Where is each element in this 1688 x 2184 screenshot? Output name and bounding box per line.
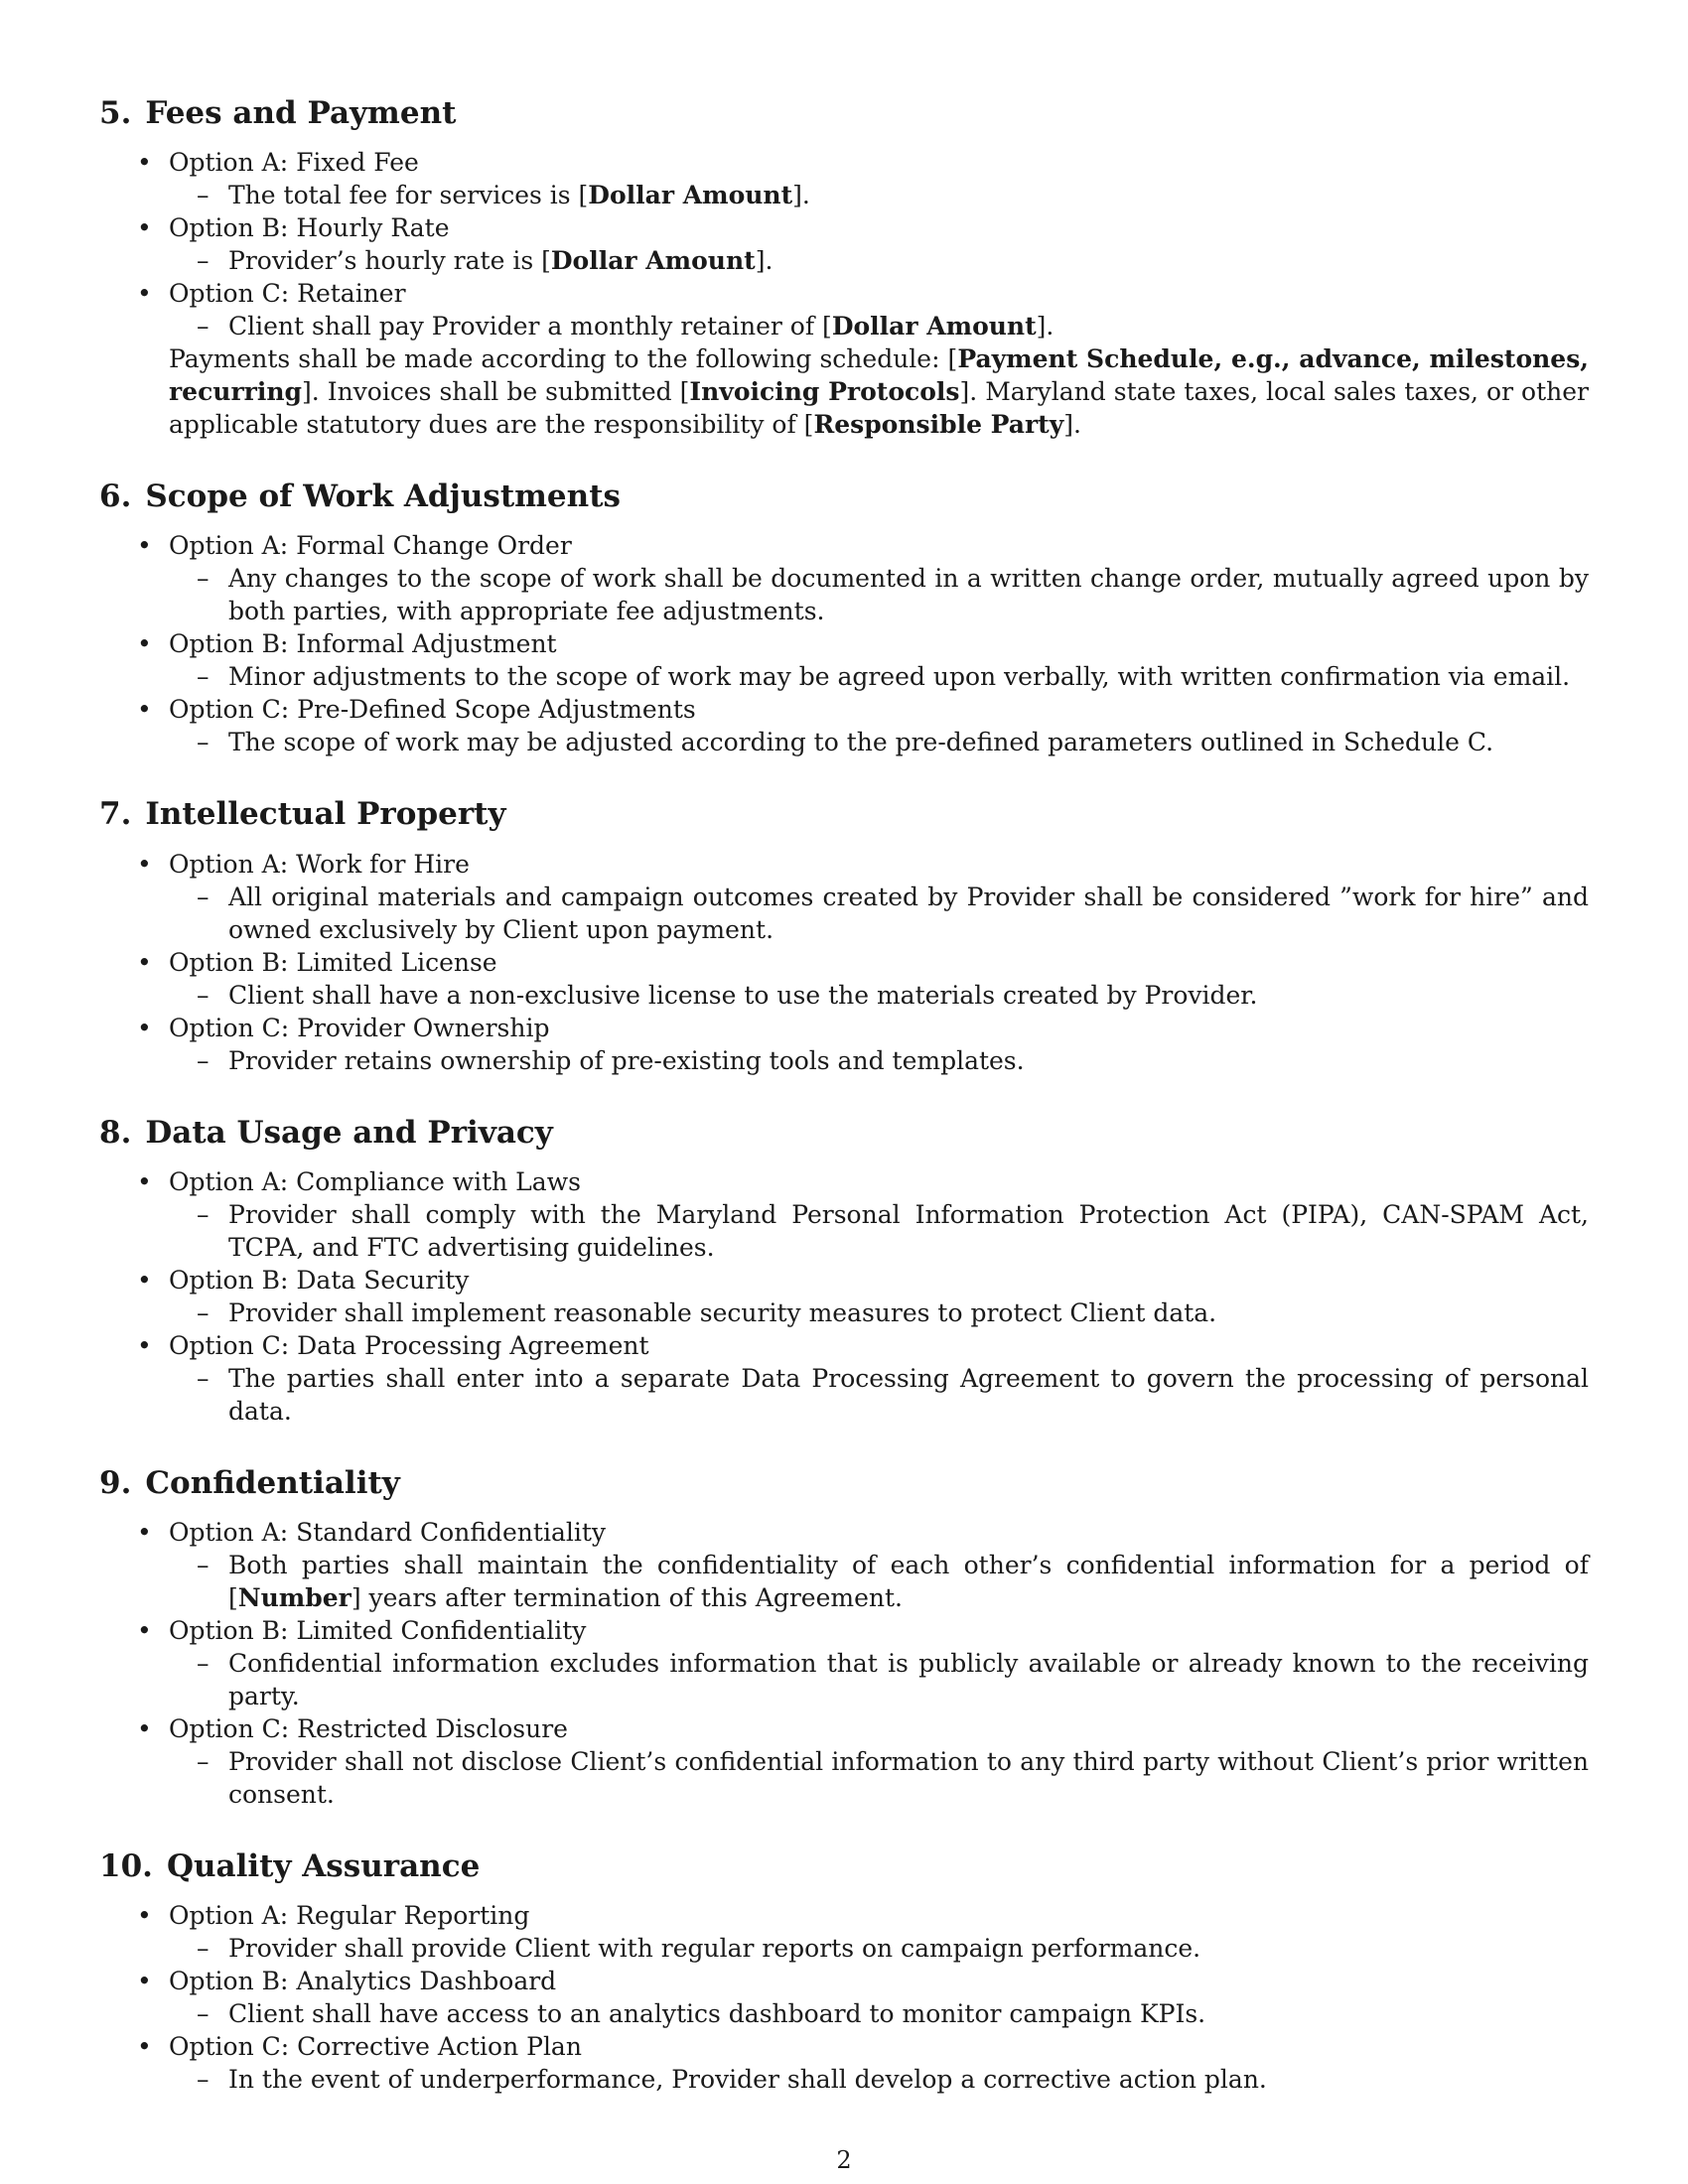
dash-icon: – <box>197 181 210 210</box>
option-item <box>99 277 1589 342</box>
option-detail <box>169 1932 1589 1965</box>
section-number: 10. <box>99 1847 153 1884</box>
option-label: Option B: Analytics Dashboard <box>169 1967 557 1996</box>
option-label: Option C: Corrective Action Plan <box>169 2032 582 2062</box>
text-run: Provider shall comply with the Maryland Personal Information Protection Act (PIPA), CAN-SPAM Act, TCPA, and FTC advertising guidelines. <box>228 1199 1589 1262</box>
option-item <box>99 211 1589 277</box>
option-detail <box>169 1044 1589 1077</box>
text-run: ]. <box>1036 312 1055 341</box>
placeholder-field: Payment Schedule, e.g., advance, milestones, recurring <box>169 344 1589 407</box>
option-detail <box>169 1549 1589 1614</box>
dash-icon: – <box>197 882 210 911</box>
section <box>99 95 1589 441</box>
option-detail <box>169 660 1589 693</box>
text-run: Both parties shall maintain the confidentiality of each other’s confidential information for a period of [ <box>228 1550 1589 1612</box>
text-run: Client shall have a non-exclusive license to use the materials created by Provider. <box>228 980 1258 1010</box>
option-item <box>99 848 1589 946</box>
dash-icon: – <box>197 1648 210 1678</box>
bullet-icon: • <box>137 947 152 977</box>
option-label: Option B: Limited Confidentiality <box>169 1615 587 1645</box>
dash-icon: – <box>197 1045 210 1075</box>
option-detail <box>169 1297 1589 1329</box>
text-run: Any changes to the scope of work shall be documented in a written change order, mutually agreed upon by both parties, with appropriate fee adjustments. <box>228 564 1589 626</box>
bullet-icon: • <box>137 1967 152 1996</box>
section-number: 5. <box>99 95 132 131</box>
section-title: Fees and Payment <box>145 95 457 131</box>
bullet-icon: • <box>137 1517 152 1547</box>
option-label: Option A: Regular Reporting <box>169 1901 530 1931</box>
bullet-icon: • <box>137 2032 152 2062</box>
section <box>99 796 1589 1076</box>
option-detail <box>169 310 1589 342</box>
section-title: Scope of Work Adjustments <box>145 478 621 515</box>
option-label: Option B: Limited License <box>169 947 497 977</box>
section-paragraph <box>99 342 1589 441</box>
option-item <box>99 1516 1589 1614</box>
option-label: Option A: Formal Change Order <box>169 531 572 561</box>
option-detail <box>169 1997 1589 2030</box>
option-item <box>99 627 1589 693</box>
option-item <box>99 1899 1589 1965</box>
placeholder-field: Dollar Amount <box>550 246 756 276</box>
option-detail <box>169 1198 1589 1264</box>
text-run: ]. Invoices shall be submitted [ <box>301 377 690 407</box>
option-item <box>99 146 1589 211</box>
option-label: Option A: Fixed Fee <box>169 148 419 178</box>
page-number: 2 <box>836 2146 852 2174</box>
section <box>99 1848 1589 2096</box>
text-run: Client shall pay Provider a monthly retainer of [ <box>228 312 832 341</box>
dash-icon: – <box>197 1934 210 1964</box>
option-item <box>99 1614 1589 1712</box>
bullet-icon: • <box>137 213 152 243</box>
option-label: Option C: Data Processing Agreement <box>169 1330 649 1360</box>
option-item <box>99 1165 1589 1264</box>
text-run: ]. Maryland state taxes, local sales taxes, or other applicable statutory dues are the responsibility of [ <box>169 377 1589 440</box>
section-title: Intellectual Property <box>145 796 506 833</box>
option-detail <box>169 979 1589 1012</box>
dash-icon: – <box>197 1746 210 1776</box>
text-run: In the event of underperformance, Provider shall develop a corrective action plan. <box>228 2065 1267 2095</box>
bullet-icon: • <box>137 279 152 309</box>
text-run: ]. <box>1063 410 1081 440</box>
text-run: The parties shall enter into a separate Data Processing Agreement to govern the processing of personal data. <box>228 1363 1589 1426</box>
dash-icon: – <box>197 1550 210 1579</box>
text-run: Provider shall provide Client with regular reports on campaign performance. <box>228 1934 1201 1964</box>
dash-icon: – <box>197 246 210 276</box>
option-detail <box>169 1647 1589 1712</box>
option-label: Option C: Retainer <box>169 279 406 309</box>
section-title: Data Usage and Privacy <box>145 1114 553 1151</box>
placeholder-field: Dollar Amount <box>588 181 793 210</box>
section-heading <box>99 1848 1589 1885</box>
bullet-icon: • <box>137 531 152 561</box>
dash-icon: – <box>197 1999 210 2029</box>
section-heading <box>99 478 1589 515</box>
section <box>99 1465 1589 1811</box>
section <box>99 1115 1589 1428</box>
option-item <box>99 529 1589 627</box>
placeholder-field: Invoicing Protocols <box>689 377 960 407</box>
option-label: Option A: Compliance with Laws <box>169 1166 581 1196</box>
bullet-icon: • <box>137 1330 152 1360</box>
section-title: Quality Assurance <box>166 1847 481 1884</box>
option-item <box>99 1329 1589 1428</box>
section-heading <box>99 1115 1589 1152</box>
dash-icon: – <box>197 312 210 341</box>
option-detail <box>169 1362 1589 1428</box>
option-detail <box>169 726 1589 758</box>
text-run: The total fee for services is [ <box>228 181 589 210</box>
text-run: Client shall have access to an analytics dashboard to monitor campaign KPIs. <box>228 1999 1206 2029</box>
section <box>99 478 1589 758</box>
option-detail <box>169 1745 1589 1811</box>
bullet-icon: • <box>137 849 152 879</box>
option-item <box>99 2030 1589 2096</box>
option-item <box>99 1712 1589 1811</box>
text-run: The scope of work may be adjusted according to the pre-defined parameters outlined in Schedule C. <box>228 728 1494 757</box>
placeholder-field: Number <box>237 1582 352 1612</box>
section-number: 7. <box>99 796 132 833</box>
bullet-icon: • <box>137 1615 152 1645</box>
option-label: Option C: Pre-Defined Scope Adjustments <box>169 695 696 725</box>
bullet-icon: • <box>137 1013 152 1042</box>
option-item <box>99 1965 1589 2030</box>
placeholder-field: Dollar Amount <box>831 312 1037 341</box>
option-label: Option B: Data Security <box>169 1265 470 1295</box>
option-detail <box>169 562 1589 627</box>
section-title: Confidentiality <box>145 1464 400 1501</box>
text-run: ] years after termination of this Agreement. <box>351 1582 903 1612</box>
option-detail <box>169 179 1589 211</box>
option-label: Option A: Work for Hire <box>169 849 470 879</box>
section-number: 8. <box>99 1114 132 1151</box>
option-label: Option B: Informal Adjustment <box>169 629 557 659</box>
dash-icon: – <box>197 1199 210 1229</box>
text-run: ]. <box>755 246 774 276</box>
bullet-icon: • <box>137 1901 152 1931</box>
section-heading <box>99 796 1589 833</box>
text-run: Provider retains ownership of pre-existing tools and templates. <box>228 1045 1025 1075</box>
document-page <box>99 95 1589 2133</box>
section-number: 6. <box>99 478 132 515</box>
option-label: Option C: Provider Ownership <box>169 1013 550 1042</box>
text-run: ]. <box>792 181 810 210</box>
text-run: Minor adjustments to the scope of work may be agreed upon verbally, with written confirmation via email. <box>228 662 1571 692</box>
dash-icon: – <box>197 980 210 1010</box>
section-heading <box>99 95 1589 132</box>
option-item <box>99 1264 1589 1329</box>
bullet-icon: • <box>137 695 152 725</box>
text-run: Provider’s hourly rate is [ <box>228 246 551 276</box>
text-run: Provider shall implement reasonable security measures to protect Client data. <box>228 1297 1217 1327</box>
option-item <box>99 693 1589 758</box>
bullet-icon: • <box>137 1265 152 1295</box>
option-label: Option C: Restricted Disclosure <box>169 1713 568 1743</box>
bullet-icon: • <box>137 1166 152 1196</box>
dash-icon: – <box>197 1363 210 1393</box>
dash-icon: – <box>197 662 210 692</box>
text-run: Provider shall not disclose Client’s confidential information to any third party without Client’s prior written consent. <box>228 1746 1589 1809</box>
option-item <box>99 946 1589 1012</box>
option-detail <box>169 2063 1589 2096</box>
text-run: All original materials and campaign outcomes created by Provider shall be considered ”work for hire” and owned exclusively by Client upon payment. <box>228 882 1589 944</box>
bullet-icon: • <box>137 148 152 178</box>
text-run: Confidential information excludes information that is publicly available or already known to the receiving party. <box>228 1648 1589 1710</box>
placeholder-field: Responsible Party <box>813 410 1064 440</box>
dash-icon: – <box>197 564 210 594</box>
option-detail <box>169 881 1589 946</box>
option-label: Option A: Standard Confidentiality <box>169 1517 607 1547</box>
dash-icon: – <box>197 728 210 757</box>
dash-icon: – <box>197 1297 210 1327</box>
bullet-icon: • <box>137 629 152 659</box>
text-run: Payments shall be made according to the following schedule: [ <box>169 344 958 374</box>
bullet-icon: • <box>137 1713 152 1743</box>
section-number: 9. <box>99 1464 132 1501</box>
dash-icon: – <box>197 2065 210 2095</box>
section-heading <box>99 1465 1589 1502</box>
option-detail <box>169 244 1589 277</box>
option-item <box>99 1012 1589 1077</box>
option-label: Option B: Hourly Rate <box>169 213 450 243</box>
